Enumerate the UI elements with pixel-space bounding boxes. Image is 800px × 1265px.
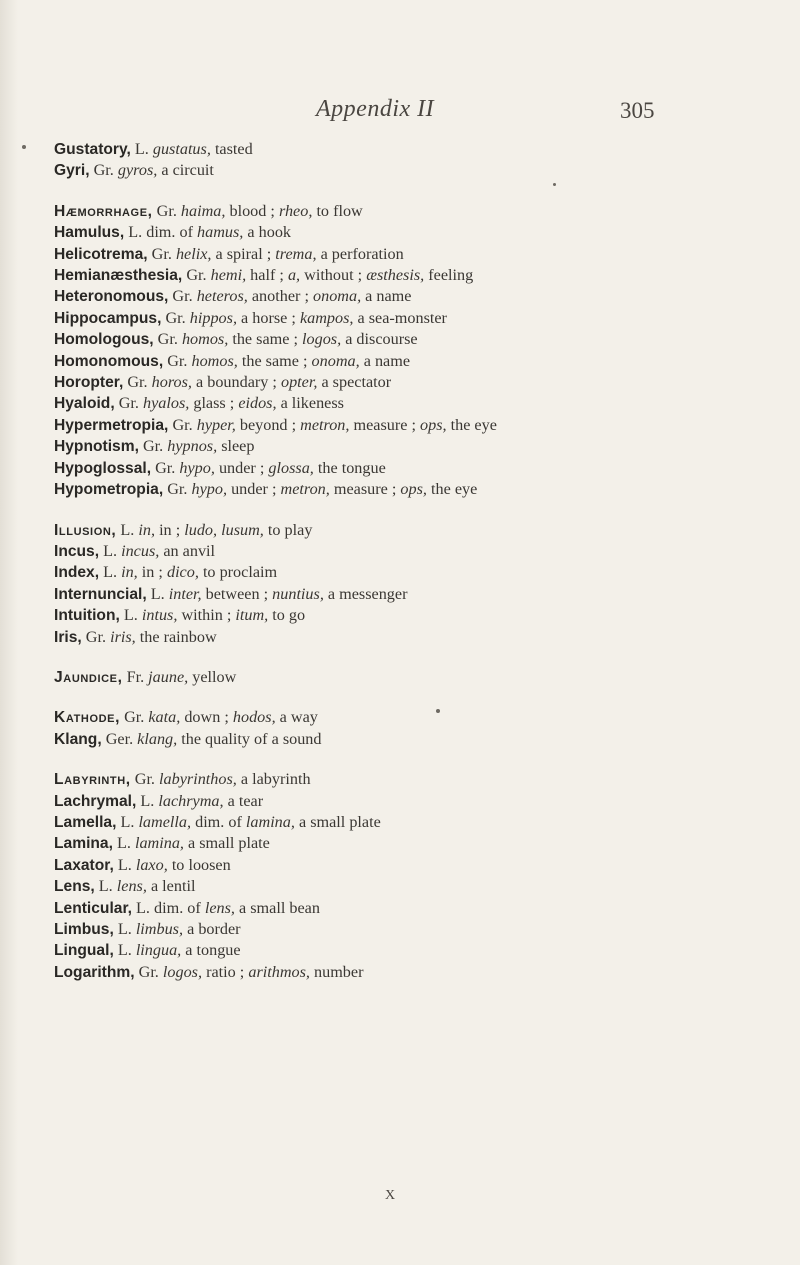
entry-etymon: æsthesis, bbox=[366, 266, 425, 285]
entry-gloss: a spiral ; bbox=[215, 244, 272, 263]
entry-etymon: lachryma, bbox=[158, 791, 224, 810]
entry-etymon: hemi, bbox=[210, 266, 247, 285]
glossary-entry bbox=[54, 351, 754, 372]
glossary-entry bbox=[54, 729, 754, 750]
entry-language: L. bbox=[103, 563, 118, 582]
signature-mark: X bbox=[385, 1188, 396, 1203]
entry-etymon: incus, bbox=[121, 541, 160, 560]
entry-gloss: a horse ; bbox=[241, 308, 296, 327]
glossary-entry bbox=[54, 415, 754, 436]
entry-etymon: labyrinthos, bbox=[159, 770, 237, 789]
entry-gloss: tasted bbox=[214, 140, 253, 158]
entry-language: L. bbox=[134, 140, 149, 158]
entry-gloss: the eye bbox=[450, 415, 497, 434]
glossary-entry bbox=[54, 898, 754, 919]
entry-etymon: glossa, bbox=[268, 458, 314, 477]
entry-term: Klang, bbox=[54, 730, 102, 748]
entry-etymon: hamus, bbox=[197, 223, 244, 242]
entry-gloss: dim. of bbox=[146, 223, 193, 242]
entry-term: Homologous, bbox=[54, 331, 154, 349]
glossary-entry bbox=[54, 627, 754, 648]
entry-term: Gyri, bbox=[54, 162, 90, 180]
glossary-entry bbox=[54, 833, 754, 854]
entry-etymon: homos, bbox=[181, 330, 229, 349]
entry-gloss: to proclaim bbox=[202, 563, 278, 582]
entry-term: Hamulus, bbox=[54, 224, 125, 242]
entry-gloss: under ; bbox=[231, 480, 277, 499]
entry-gloss: a small plate bbox=[188, 834, 270, 853]
entry-etymon: gyros, bbox=[117, 161, 158, 180]
entry-etymon: a, bbox=[287, 266, 301, 285]
entry-term: Index, bbox=[54, 564, 100, 582]
entry-etymon: lens, bbox=[204, 898, 235, 917]
entry-gloss: a discourse bbox=[345, 330, 418, 349]
entry-language: L. bbox=[120, 812, 135, 831]
entry-etymon: metron, bbox=[280, 480, 330, 499]
entry-etymon: klang, bbox=[137, 729, 178, 748]
entry-gloss: a name bbox=[365, 287, 412, 306]
entry-etymon: laxo, bbox=[135, 855, 168, 874]
entry-etymon: onoma, bbox=[313, 287, 362, 306]
entry-etymon: limbus, bbox=[135, 920, 184, 938]
glossary-entry bbox=[54, 436, 754, 457]
entry-etymon: trema, bbox=[275, 244, 317, 263]
entry-gloss: a tongue bbox=[185, 941, 241, 960]
entry-gloss: a sea-monster bbox=[357, 308, 447, 327]
entry-language: Gr. bbox=[157, 330, 178, 349]
entry-language: Ger. bbox=[105, 729, 134, 748]
entry-etymon: ops, bbox=[400, 480, 427, 499]
entry-gloss: the tongue bbox=[317, 458, 386, 477]
entry-gloss: dim. of bbox=[154, 898, 201, 917]
entry-etymon: nuntius, bbox=[272, 584, 324, 603]
entry-gloss: a name bbox=[363, 351, 411, 370]
entry-gloss: to loosen bbox=[171, 855, 231, 874]
entry-language: L. bbox=[123, 606, 138, 625]
entry-group bbox=[54, 707, 754, 750]
entry-gloss: yellow bbox=[192, 667, 237, 686]
entry-gloss: under ; bbox=[218, 458, 265, 477]
entry-gloss: ratio ; bbox=[206, 962, 245, 981]
glossary-entry bbox=[54, 222, 754, 243]
entry-gloss: the eye bbox=[431, 480, 478, 499]
entry-term: Kathode, bbox=[54, 709, 121, 727]
glossary-entry bbox=[54, 940, 754, 961]
glossary-entry bbox=[54, 812, 754, 833]
entry-gloss: a tear bbox=[227, 791, 264, 810]
entry-term: Illusion, bbox=[54, 521, 117, 539]
entry-etymon: hyalos, bbox=[142, 394, 190, 413]
entry-etymon: dico, bbox=[166, 563, 199, 582]
entry-gloss: beyond ; bbox=[239, 415, 297, 434]
entry-group bbox=[54, 667, 754, 688]
entry-etymon: eidos, bbox=[238, 394, 277, 413]
entry-term: Intuition, bbox=[54, 607, 120, 625]
entry-gloss: a border bbox=[187, 920, 241, 938]
entry-gloss: a small plate bbox=[298, 812, 381, 831]
entry-term: Hypoglossal, bbox=[54, 459, 152, 477]
glossary-entry bbox=[54, 160, 754, 181]
entry-language: Gr. bbox=[127, 373, 148, 392]
entry-language: L. bbox=[150, 584, 165, 603]
entry-gloss: a perforation bbox=[320, 244, 404, 263]
entry-gloss: a boundary ; bbox=[196, 373, 277, 392]
entry-language: Gr. bbox=[156, 201, 177, 220]
entry-gloss: blood ; bbox=[229, 201, 275, 220]
glossary-entry bbox=[54, 479, 754, 500]
entry-etymon: hyper, bbox=[196, 415, 236, 434]
entry-gloss: the rainbow bbox=[139, 627, 217, 646]
entry-etymon: lamella, bbox=[138, 812, 192, 831]
glossary-entry bbox=[54, 286, 754, 307]
entry-group bbox=[54, 769, 754, 983]
entry-gloss: another ; bbox=[251, 287, 309, 306]
entry-gloss: to flow bbox=[316, 201, 363, 220]
entry-gloss: a circuit bbox=[161, 161, 214, 180]
entry-language: Gr. bbox=[172, 287, 193, 306]
entry-term: Laxator, bbox=[54, 856, 114, 874]
entry-language: L. bbox=[116, 834, 131, 853]
glossary-entry bbox=[54, 769, 754, 790]
glossary-entry bbox=[54, 791, 754, 812]
entry-language: Gr. bbox=[186, 266, 207, 285]
glossary-entry bbox=[54, 372, 754, 393]
entry-etymon: hypo, bbox=[191, 480, 228, 499]
entry-term: Homonomous, bbox=[54, 352, 164, 370]
entry-term: Lens, bbox=[54, 878, 95, 896]
entry-etymon: lingua, bbox=[135, 941, 182, 960]
entry-term: Lingual, bbox=[54, 942, 114, 960]
entry-etymon: kata, bbox=[148, 708, 181, 727]
entry-etymon: opter, bbox=[280, 373, 318, 392]
entry-term: Hypometropia, bbox=[54, 481, 164, 499]
entry-etymon: haima, bbox=[180, 201, 226, 220]
entry-gloss: without ; bbox=[304, 266, 363, 285]
glossary-entry bbox=[54, 962, 754, 983]
entry-language: Gr. bbox=[142, 437, 164, 456]
glossary-entry bbox=[54, 201, 754, 222]
entry-language: Gr. bbox=[155, 458, 176, 477]
entry-term: Gustatory, bbox=[54, 141, 131, 158]
entry-term: Hemianæsthesia, bbox=[54, 267, 183, 285]
entry-term: Internuncial, bbox=[54, 585, 147, 603]
entry-gloss: within ; bbox=[181, 606, 232, 625]
entry-term: Hypermetropia, bbox=[54, 416, 169, 434]
running-title: Appendix II bbox=[316, 96, 435, 122]
entry-etymon: iris, bbox=[110, 627, 136, 646]
print-speck bbox=[22, 145, 26, 149]
entry-etymon: lamina, bbox=[134, 834, 184, 853]
glossary-entry bbox=[54, 707, 754, 728]
glossary-entry bbox=[54, 308, 754, 329]
page-header bbox=[0, 96, 800, 126]
glossary-entry bbox=[54, 541, 754, 562]
entry-gloss: an anvil bbox=[163, 541, 216, 560]
entry-etymon: logos, bbox=[302, 330, 342, 349]
page-number: 305 bbox=[620, 98, 655, 123]
entry-language: Gr. bbox=[124, 708, 145, 727]
entry-etymon: lamina, bbox=[245, 812, 295, 831]
entry-etymon: kampos, bbox=[299, 308, 354, 327]
entry-etymon: jaune, bbox=[148, 667, 189, 686]
entry-gloss: half ; bbox=[250, 266, 284, 285]
entry-gloss: in ; bbox=[141, 563, 163, 582]
entry-language: L. bbox=[98, 877, 113, 896]
entry-gloss: feeling bbox=[428, 266, 474, 285]
entry-language: Gr. bbox=[118, 394, 139, 413]
glossary-entry bbox=[54, 876, 754, 897]
entry-gloss: the same ; bbox=[232, 330, 298, 349]
entry-etymon: gustatus, bbox=[152, 140, 211, 158]
page-edge-shadow bbox=[0, 0, 18, 1265]
glossary-entry bbox=[54, 584, 754, 605]
entry-group bbox=[54, 139, 754, 182]
entry-etymon: lens, bbox=[116, 877, 147, 896]
entry-term: Lenticular, bbox=[54, 899, 132, 917]
entry-gloss: measure ; bbox=[353, 415, 416, 434]
entry-term: Limbus, bbox=[54, 921, 114, 938]
entry-etymon: horos, bbox=[151, 373, 192, 392]
entry-gloss: the same ; bbox=[241, 351, 308, 370]
entry-term: Hippocampus, bbox=[54, 309, 162, 327]
glossary-entry bbox=[54, 265, 754, 286]
entry-etymon: metron, bbox=[300, 415, 350, 434]
print-speck bbox=[553, 183, 556, 186]
entry-gloss: between ; bbox=[205, 584, 269, 603]
entry-etymon: intus, bbox=[141, 606, 178, 625]
entry-etymon: in, bbox=[138, 520, 156, 539]
entry-language: L. bbox=[120, 520, 135, 539]
entry-gloss: in ; bbox=[159, 520, 181, 539]
entry-term: Hyaloid, bbox=[54, 395, 115, 413]
entry-language: Gr. bbox=[85, 627, 107, 646]
entry-gloss: glass ; bbox=[193, 394, 235, 413]
entry-term: Iris, bbox=[54, 628, 82, 646]
glossary-entry bbox=[54, 562, 754, 583]
entry-term: Labyrinth, bbox=[54, 771, 131, 789]
entry-gloss: dim. of bbox=[195, 812, 242, 831]
entry-gloss: down ; bbox=[184, 708, 229, 727]
entry-etymon: ops, bbox=[420, 415, 447, 434]
entry-language: Gr. bbox=[172, 415, 193, 434]
entry-gloss: number bbox=[314, 962, 364, 981]
glossary-entry bbox=[54, 244, 754, 265]
entry-gloss: to go bbox=[272, 606, 306, 625]
entry-etymon: in, bbox=[121, 563, 138, 582]
print-speck bbox=[436, 709, 440, 713]
glossary-entry bbox=[54, 919, 754, 940]
entry-gloss: a likeness bbox=[280, 394, 344, 413]
glossary-entry bbox=[54, 667, 754, 688]
entry-etymon: ludo, lusum, bbox=[184, 520, 264, 539]
entry-etymon: arithmos, bbox=[248, 962, 310, 981]
entry-etymon: inter, bbox=[168, 584, 202, 603]
entry-gloss: a messenger bbox=[327, 584, 408, 603]
glossary-entry bbox=[54, 458, 754, 479]
entry-term: Lamella, bbox=[54, 813, 117, 831]
entry-etymon: hippos, bbox=[189, 308, 237, 327]
entry-language: Fr. bbox=[126, 667, 145, 686]
glossary-entry bbox=[54, 855, 754, 876]
entry-language: Gr. bbox=[165, 308, 186, 327]
entry-etymon: hodos, bbox=[232, 708, 276, 727]
entry-term: Horopter, bbox=[54, 374, 124, 392]
entry-etymon: helix, bbox=[175, 244, 212, 263]
entry-language: Gr. bbox=[167, 351, 188, 370]
entry-language: Gr. bbox=[93, 161, 114, 180]
entry-language: L. bbox=[140, 791, 155, 810]
entry-language: L. bbox=[136, 898, 150, 917]
entry-term: Hypnotism, bbox=[54, 438, 139, 456]
entry-etymon: hypo, bbox=[179, 458, 215, 477]
entry-gloss: a labyrinth bbox=[240, 770, 311, 789]
entry-gloss: a way bbox=[279, 708, 318, 727]
entry-language: L. bbox=[128, 223, 143, 242]
glossary-entry bbox=[54, 329, 754, 350]
entry-gloss: a hook bbox=[247, 223, 292, 242]
entry-gloss: sleep bbox=[221, 437, 255, 456]
entry-language: L. bbox=[117, 920, 132, 938]
entry-language: Gr. bbox=[151, 244, 172, 263]
entry-language: Gr. bbox=[138, 962, 159, 981]
entry-gloss: a small bean bbox=[239, 898, 320, 917]
entry-language: L. bbox=[117, 855, 132, 874]
entry-etymon: heteros, bbox=[196, 287, 248, 306]
entry-language: L. bbox=[103, 541, 118, 560]
entry-term: Incus, bbox=[54, 542, 100, 560]
entry-etymon: logos, bbox=[162, 962, 203, 981]
entry-gloss: measure ; bbox=[333, 480, 397, 499]
entry-term: Hæmorrhage, bbox=[54, 202, 153, 220]
entry-term: Jaundice, bbox=[54, 668, 123, 686]
entry-term: Logarithm, bbox=[54, 963, 135, 981]
entry-etymon: hypnos, bbox=[167, 437, 218, 456]
entry-gloss: the quality of a sound bbox=[181, 729, 322, 748]
entry-term: Helicotrema, bbox=[54, 245, 148, 263]
entry-etymon: onoma, bbox=[311, 351, 360, 370]
entry-group bbox=[54, 520, 754, 648]
entry-group bbox=[54, 201, 754, 501]
entry-language: Gr. bbox=[167, 480, 188, 499]
entry-etymon: itum, bbox=[235, 606, 269, 625]
entry-gloss: to play bbox=[267, 520, 313, 539]
entry-etymon: rheo, bbox=[278, 201, 313, 220]
entry-gloss: a spectator bbox=[321, 373, 392, 392]
glossary-list bbox=[54, 139, 754, 983]
entry-term: Heteronomous, bbox=[54, 288, 169, 306]
glossary-entry bbox=[54, 605, 754, 626]
entry-term: Lamina, bbox=[54, 835, 113, 853]
entry-language: L. bbox=[117, 941, 132, 960]
glossary-entry bbox=[54, 139, 754, 160]
entry-etymon: homos, bbox=[191, 351, 238, 370]
entry-term: Lachrymal, bbox=[54, 792, 137, 810]
entry-gloss: a lentil bbox=[150, 877, 196, 896]
glossary-entry bbox=[54, 520, 754, 541]
glossary-entry bbox=[54, 393, 754, 414]
entry-language: Gr. bbox=[134, 770, 155, 789]
